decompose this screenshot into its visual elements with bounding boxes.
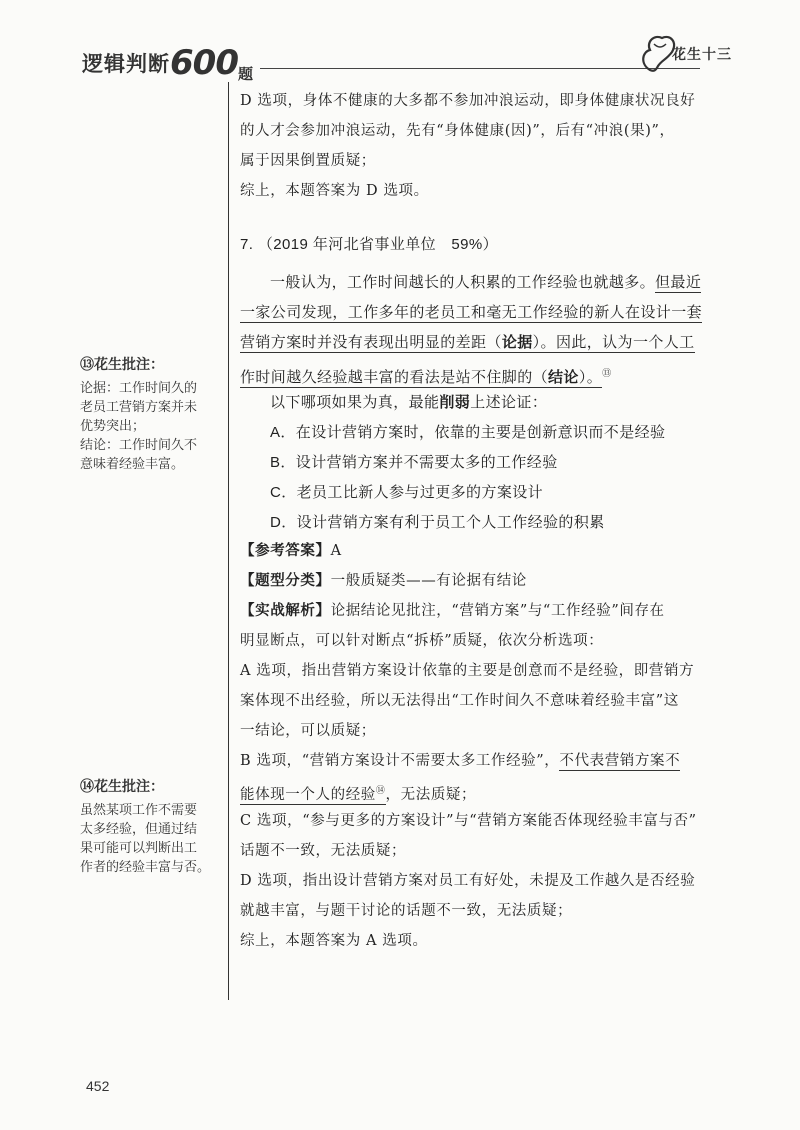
- analysis-line: 明显断点，可以针对断点“拆桥”质疑，依次分析选项：: [240, 633, 604, 649]
- prompt-text: 以下哪项如果为真，最能: [270, 394, 440, 411]
- side-note-line: 结论：工作时间久不: [80, 438, 198, 453]
- option-a-analysis: A 选项，指出营销方案设计依靠的主要是创意而不是经验，即营销方: [240, 663, 695, 679]
- brand: [636, 30, 736, 80]
- side-note-title: ⑭花生批注：: [80, 779, 164, 795]
- option-c-analysis: C 选项，“参与更多的方案设计”与“营销方案能否体现经验丰富与否”: [240, 813, 697, 829]
- analysis-label: 【实战解析】: [240, 602, 331, 619]
- book-title-number: 600: [170, 43, 238, 83]
- side-note-line: 论据：工作时间久的: [80, 381, 198, 396]
- analysis-text: ，无法质疑；: [385, 786, 477, 803]
- option-c: C．老员工比新人参与过更多的方案设计: [270, 484, 544, 501]
- type-label: 【题型分类】: [240, 572, 331, 589]
- margin-divider: [228, 82, 229, 1000]
- option-b-analysis: [240, 746, 680, 776]
- brand-text: 花生十三: [672, 47, 732, 63]
- note-marker: ⑬: [602, 368, 612, 378]
- side-note-line: 作者的经验丰富与否。: [80, 860, 211, 875]
- question-type: [240, 566, 527, 596]
- option-a-analysis: 一结论，可以质疑；: [240, 723, 376, 739]
- question-prompt: [270, 388, 547, 418]
- prompt-text: 上述论证：: [470, 394, 548, 411]
- stem-underlined: 作时间越久经验越丰富的看法是站不住脚的（: [240, 369, 549, 386]
- header-rule: [260, 68, 700, 69]
- question-stem-line: [270, 268, 701, 298]
- option-d-analysis: D 选项，指出设计营销方案对员工有好处，未提及工作越久是否经验: [240, 873, 696, 889]
- side-note-line: 意味着经验丰富。: [80, 457, 185, 472]
- evidence-tag: 论据: [501, 334, 533, 351]
- prev-conclusion: 综上，本题答案为 D 选项。: [240, 183, 429, 199]
- prev-line: D 选项，身体不健康的大多都不参加冲浪运动，即身体健康状况良好: [240, 93, 696, 109]
- book-title-suffix: 题: [237, 65, 254, 83]
- option-d: D．设计营销方案有利于员工个人工作经验的积累: [270, 514, 605, 531]
- stem-underlined: 一家公司发现，工作多年的老员工和毫无工作经验的新人在设计一套: [240, 304, 703, 321]
- side-note-line: 虽然某项工作不需要: [80, 803, 198, 818]
- side-note-line: 优势突出；: [80, 419, 146, 434]
- side-note-line: 太多经验，但通过结: [80, 822, 198, 837]
- side-note-line: 果可能可以判断出工: [80, 841, 198, 856]
- prompt-keyword: 削弱: [439, 394, 471, 411]
- reference-answer: [240, 536, 342, 566]
- analysis-line: [240, 596, 665, 626]
- question-stem-line: [240, 298, 702, 328]
- option-b: B．设计营销方案并不需要太多的工作经验: [270, 454, 558, 471]
- side-note-title: ⑬花生批注：: [80, 357, 164, 373]
- question-source: （2019 年河北省事业单位 59%）: [257, 236, 499, 253]
- stem-underlined: ）。: [578, 369, 603, 386]
- stem-underlined: ）。: [532, 334, 556, 351]
- side-note-13: [80, 356, 220, 474]
- final-conclusion: 综上，本题答案为 A 选项。: [240, 933, 428, 949]
- prev-line: 属于因果倒置质疑；: [240, 153, 376, 169]
- option-c-analysis: 话题不一致，无法质疑；: [240, 843, 407, 859]
- option-b-analysis: [240, 776, 476, 810]
- analysis-text: 论据结论见批注，“营销方案”与“工作经验”间存在: [330, 603, 665, 619]
- analysis-underlined: 能体现一个人的经验: [240, 786, 376, 803]
- option-a: A．在设计营销方案时，依靠的主要是创新意识而不是经验: [270, 424, 666, 441]
- option-a-analysis: 案体现不出经验，所以无法得出“工作时间久不意味着经验丰富”这: [240, 693, 679, 709]
- stem-underlined: 营销方案时并没有表现出明显的差距（: [240, 334, 502, 351]
- answer-value: A: [330, 543, 342, 559]
- question-stem-line: [240, 328, 695, 358]
- option-d-analysis: 就越丰富，与题干讨论的话题不一致，无法质疑；: [240, 903, 573, 919]
- side-note-line: 老员工营销方案并未: [80, 400, 198, 415]
- book-title-text: 逻辑判断: [82, 52, 170, 76]
- note-marker: ⑭: [375, 786, 386, 796]
- answer-label: 【参考答案】: [240, 542, 331, 559]
- page-number: 452: [86, 1078, 110, 1094]
- side-note-14: [80, 778, 220, 877]
- prev-line: 的人才会参加冲浪运动，先有“身体健康(因)”，后有“冲浪(果)”，: [240, 123, 675, 139]
- type-value: 一般质疑类——有论据有结论: [330, 573, 527, 589]
- analysis-underlined: 不代表营销方案不: [559, 753, 681, 769]
- conclusion-tag: 结论: [548, 369, 579, 386]
- stem-underlined: 因此，认为一个人工: [555, 334, 695, 351]
- stem-text: 一般认为，工作时间越长的人积累的工作经验也就越多。: [270, 274, 656, 291]
- question-heading: [240, 230, 498, 260]
- book-title: [82, 40, 254, 83]
- stem-underlined: 但最近: [655, 274, 702, 291]
- question-number: 7.: [240, 236, 254, 253]
- analysis-text: B 选项，“营销方案设计不需要太多工作经验”，: [240, 753, 560, 769]
- page-header: [70, 38, 750, 83]
